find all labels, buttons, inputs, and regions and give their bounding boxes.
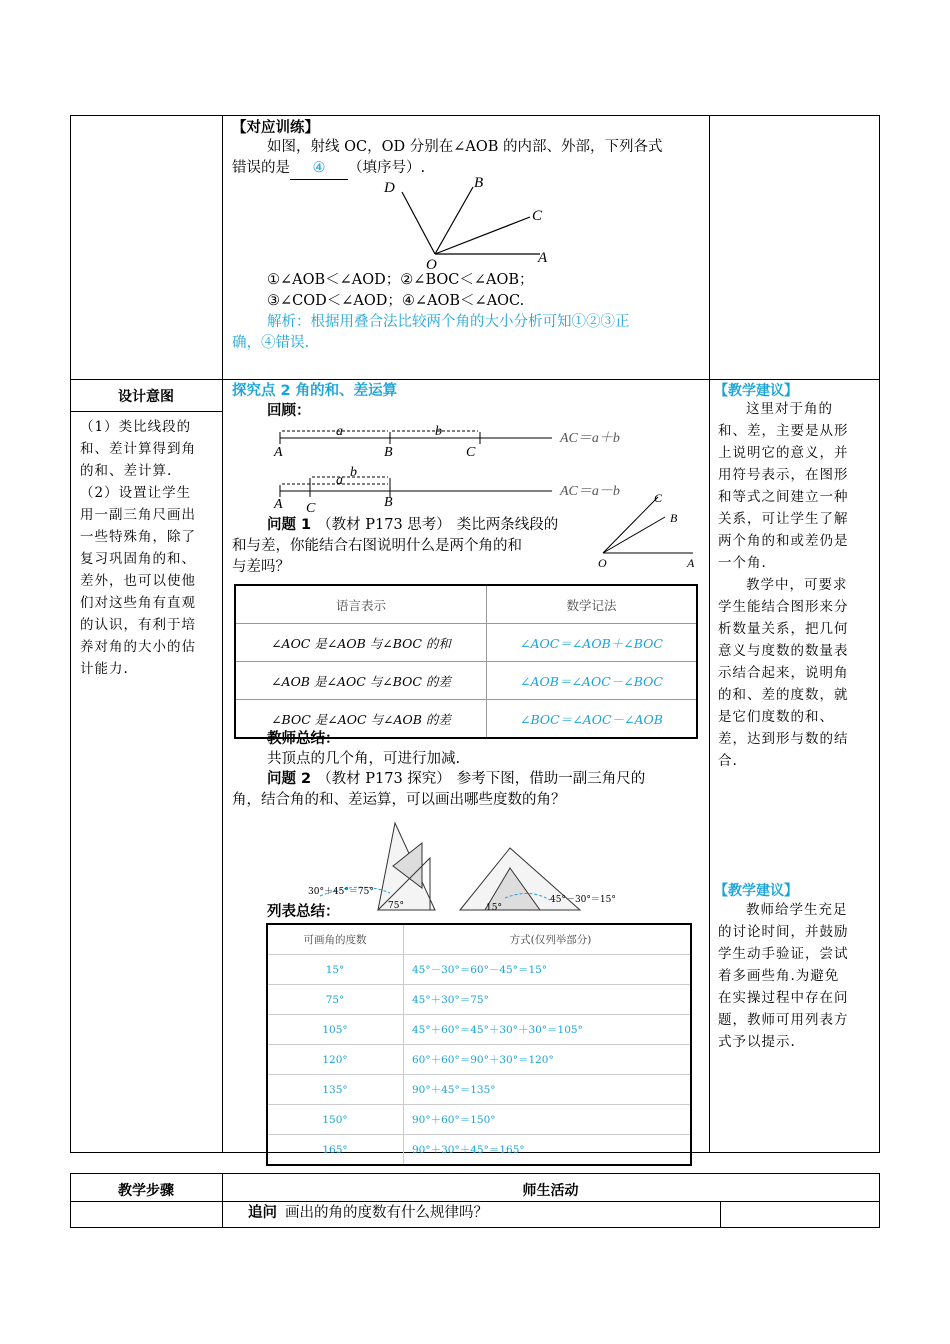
table-cell: 120° bbox=[267, 1045, 404, 1075]
suggest-line: 在实操过程中存在问 bbox=[718, 990, 849, 1006]
ray-oc bbox=[435, 217, 530, 254]
table-cell: 135° bbox=[267, 1075, 404, 1105]
label-d: D bbox=[384, 180, 395, 196]
table-cell: 45°＋60°＝45°＋30°＋30°＝105° bbox=[404, 1015, 692, 1045]
table-cell: ∠BOC 是∠AOC 与∠AOB 的差 bbox=[235, 700, 487, 739]
angle-label-c: C bbox=[654, 491, 663, 505]
rays-figure bbox=[370, 170, 570, 270]
training-question-line1: 如图，射线 OC，OD 分别在∠AOB 的内部、外部，下列各式 bbox=[267, 139, 663, 155]
design-header: 设计意图 bbox=[118, 389, 174, 405]
angle-label-o: O bbox=[598, 556, 607, 570]
suggest-line: 差，达到形与数的结 bbox=[718, 731, 849, 747]
suggest-line: 上说明它的意义，并 bbox=[718, 445, 849, 461]
bottom-header-activity: 师生活动 bbox=[522, 1183, 579, 1199]
suggest-line: 用符号表示，在图形 bbox=[718, 467, 849, 483]
suggest-line: 示结合起来，说明角 bbox=[718, 665, 849, 681]
table-cell: 60°＋60°＝90°＋30°＝120° bbox=[404, 1045, 692, 1075]
table-cell: 90°＋45°＝135° bbox=[404, 1075, 692, 1105]
table-cell: 90°＋30°＋45°＝165° bbox=[412, 1144, 525, 1156]
table-row bbox=[267, 1075, 691, 1105]
suggest-line: 式予以提示. bbox=[718, 1034, 796, 1050]
bottom-mid bbox=[70, 1201, 880, 1202]
problem1-line3: 与差吗？ bbox=[232, 559, 290, 575]
list-summary-label: 列表总结： bbox=[267, 904, 340, 920]
left-angle: 75° bbox=[388, 901, 404, 911]
solution-line1: 解析：根据用叠合法比较两个角的大小分析可知①②③正 bbox=[267, 314, 630, 330]
ray-od bbox=[402, 192, 435, 254]
suggest-line: 学生能结合图形来分 bbox=[718, 599, 849, 615]
ray-ob bbox=[435, 187, 473, 254]
suggest-line: 题，教师可用列表方 bbox=[718, 1012, 849, 1028]
training-title: 【对应训练】 bbox=[232, 120, 319, 136]
design-line: 们对这些角有直观 bbox=[80, 595, 196, 611]
seg1-b: b bbox=[435, 424, 442, 439]
right-angle: 15° bbox=[486, 903, 502, 913]
suggest-line: 着多画些角.为避免 bbox=[718, 968, 840, 984]
design-line: 养对角的大小的估 bbox=[80, 639, 196, 655]
suggest-line: 这里对于角的 bbox=[746, 401, 833, 417]
seg2-a: a bbox=[336, 473, 343, 488]
solution-line2: 确，④错误. bbox=[232, 335, 310, 351]
suggest-line: 教师给学生充足 bbox=[746, 902, 848, 918]
table-row bbox=[235, 662, 697, 700]
design-line: 用一副三角尺画出 bbox=[80, 507, 196, 523]
table-cell: 15° bbox=[267, 955, 404, 985]
suggest-line: 意义与度数的数量表 bbox=[718, 643, 849, 659]
follow-up-question: 追问 画出的角的度数有什么规律吗？ bbox=[248, 1205, 488, 1221]
table-cell: ∠AOB 是∠AOC 与∠BOC 的差 bbox=[235, 662, 487, 700]
table-row bbox=[235, 585, 697, 624]
design-line: 计能力. bbox=[80, 661, 129, 677]
set-squares-figure bbox=[300, 818, 630, 918]
suggest-line: 的讨论时间，并鼓励 bbox=[718, 924, 849, 940]
design-line: 的和、差计算. bbox=[80, 463, 173, 479]
table-cell: ∠AOC＝∠AOB＋∠BOC bbox=[487, 624, 698, 662]
seg2-b: b bbox=[350, 465, 357, 480]
suggest-line: 和、差，主要是从形 bbox=[718, 423, 849, 439]
table-row bbox=[267, 924, 691, 955]
table-cell: ∠BOC＝∠AOC－∠AOB bbox=[487, 700, 698, 739]
suggest-line: 和等式之间建立一种 bbox=[718, 489, 849, 505]
table-header: 方式(仅列举部分) bbox=[404, 924, 692, 955]
suggest-line: 一个角. bbox=[718, 555, 767, 571]
answer-blank: ④ bbox=[290, 158, 348, 180]
table-cell: 75° bbox=[267, 985, 404, 1015]
suggest1-text bbox=[718, 398, 849, 772]
problem1-line2: 和与差，你能结合右图说明什么是两个角的和 bbox=[232, 538, 522, 554]
seg1-a: a bbox=[336, 424, 343, 439]
label-a: A bbox=[538, 250, 548, 266]
frame-left bbox=[70, 115, 71, 1153]
suggest2-title: 【教学建议】 bbox=[714, 883, 798, 899]
frame-right bbox=[879, 115, 880, 1153]
table-row bbox=[267, 1105, 691, 1135]
seg1-B: B bbox=[384, 445, 393, 460]
table-cell: ∠AOC 是∠AOB 与∠BOC 的和 bbox=[235, 624, 487, 662]
design-line: 的认识，有利于培 bbox=[80, 617, 196, 633]
table-header: 数学记法 bbox=[487, 585, 698, 624]
table-header: 语言表示 bbox=[235, 585, 487, 624]
angle-sum-table bbox=[234, 584, 698, 739]
problem1-line1: 问题 1 （教材 P173 思考） 类比两条线段的 bbox=[267, 517, 559, 533]
angle-figure bbox=[595, 485, 705, 570]
table-cell: 165° bbox=[267, 1135, 404, 1166]
design-line: （2）设置让学生 bbox=[80, 485, 192, 501]
bottom-col2 bbox=[720, 1201, 721, 1228]
label-b: B bbox=[474, 175, 484, 191]
label-o: O bbox=[426, 257, 437, 270]
training-question-line2: 错误的是 ④ （填序号）. bbox=[232, 158, 425, 180]
suggest-line: 关系，可让学生了解 bbox=[718, 511, 849, 527]
teacher-summary-label: 教师总结： bbox=[267, 731, 340, 747]
design-line: 复习巩固角的和、 bbox=[80, 551, 196, 567]
seg2-B: B bbox=[384, 495, 393, 510]
seg2-A: A bbox=[274, 497, 283, 512]
bottom-header-steps: 教学步骤 bbox=[118, 1183, 174, 1199]
table-cell: 45°－30°＝60°－45°＝15° bbox=[404, 955, 692, 985]
problem2-line2: 角，结合角的和、差运算，可以画出哪些度数的角？ bbox=[232, 792, 566, 808]
design-line: 一些特殊角，除了 bbox=[80, 529, 196, 545]
suggest-line: 学生动手验证，尝试 bbox=[718, 946, 849, 962]
table-cell: 150° bbox=[267, 1105, 404, 1135]
suggest-line: 是它们度数的和、 bbox=[718, 709, 834, 725]
option-line1: ①∠AOB＜∠AOD；②∠BOC＜∠AOB； bbox=[267, 272, 534, 288]
suggest-line: 的和、差的度数，就 bbox=[718, 687, 849, 703]
angle-label-a: A bbox=[687, 556, 695, 570]
review-label: 回顾： bbox=[267, 403, 311, 419]
suggest-line: 析数量关系，把几何 bbox=[718, 621, 849, 637]
table-cell: 45°＋30°＝75° bbox=[404, 985, 692, 1015]
left-formula: 30°＋45°＝75° bbox=[308, 887, 374, 897]
table-row bbox=[267, 955, 691, 985]
suggest1-title: 【教学建议】 bbox=[714, 383, 798, 399]
option-line2: ③∠COD＜∠AOD；④∠AOB＜∠AOC. bbox=[267, 293, 525, 309]
bottom-top bbox=[70, 1173, 880, 1174]
design-line: （1）类比线段的 bbox=[80, 419, 192, 435]
label-c: C bbox=[532, 208, 543, 224]
problem2-line1: 问题 2 （教材 P173 探究） 参考下图，借助一副三角尺的 bbox=[267, 771, 646, 787]
design-header-divider bbox=[70, 411, 222, 412]
table-header: 可画角的度数 bbox=[267, 924, 404, 955]
seg2-C: C bbox=[306, 501, 316, 516]
design-text bbox=[80, 416, 196, 680]
bottom-right bbox=[879, 1173, 880, 1228]
design-line: 和、差计算得到角 bbox=[80, 441, 196, 457]
table-row bbox=[267, 1045, 691, 1075]
table-row bbox=[267, 1015, 691, 1045]
teacher-summary-text: 共顶点的几个角，可进行加减. bbox=[267, 751, 461, 767]
frame-col1 bbox=[222, 115, 223, 1153]
table-cell: 90°＋60°＝150° bbox=[404, 1105, 692, 1135]
seg1-C: C bbox=[466, 445, 476, 460]
suggest2-text bbox=[718, 899, 849, 1053]
suggest-line: 合. bbox=[718, 753, 738, 769]
table-row bbox=[267, 1135, 691, 1166]
table-cell: 105° bbox=[267, 1015, 404, 1045]
seg1-A: A bbox=[274, 445, 283, 460]
seg1-formula: AC＝a＋b bbox=[560, 431, 620, 446]
explore-title: 探究点 2 角的和、差运算 bbox=[232, 383, 398, 399]
design-line: 差外，也可以使他 bbox=[80, 573, 196, 589]
suggest-line: 教学中，可要求 bbox=[746, 577, 848, 593]
frame-top bbox=[70, 115, 880, 116]
angle-label-b: B bbox=[670, 511, 678, 525]
segment-figures bbox=[270, 420, 640, 520]
bottom-bottom bbox=[70, 1227, 880, 1228]
right-formula: 45°－30°＝15° bbox=[550, 895, 616, 905]
suggest-line: 两个角的和或差仍是 bbox=[718, 533, 849, 549]
table-row bbox=[235, 624, 697, 662]
degree-table bbox=[266, 923, 692, 1166]
frame-col2 bbox=[709, 115, 710, 1153]
table-cell: ∠AOB＝∠AOC－∠BOC bbox=[487, 662, 698, 700]
seg2-formula: AC＝a－b bbox=[560, 484, 620, 499]
table-row bbox=[267, 985, 691, 1015]
